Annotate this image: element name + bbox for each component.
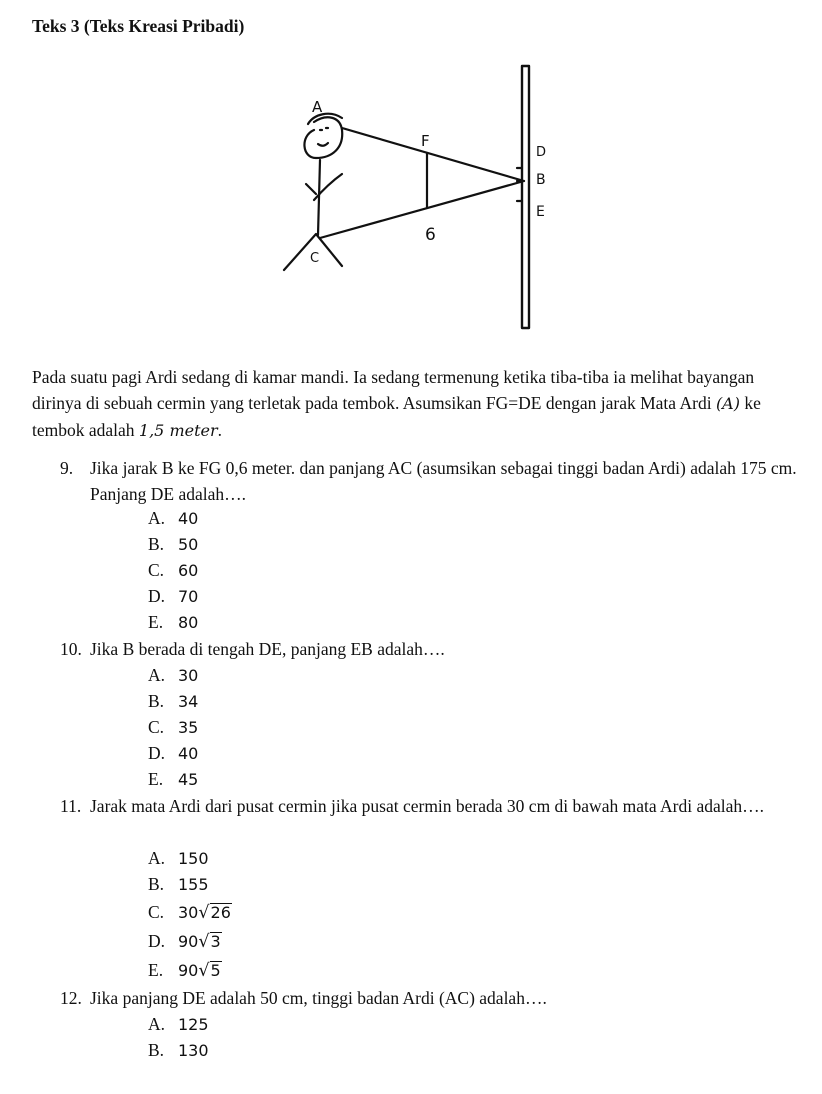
question-text: Jika jarak B ke FG 0,6 meter. dan panjang AC (asumsikan sebagai tinggi badan Ardi) adalah 175 cm. Panjang DE adalah…. xyxy=(90,458,797,504)
option-10b xyxy=(148,688,198,714)
stick-figure-head xyxy=(304,117,342,158)
option-letter: D. xyxy=(148,586,166,606)
option-letter: B. xyxy=(148,691,165,711)
option-value: 150 xyxy=(178,849,209,868)
option-letter: D. xyxy=(148,931,166,951)
option-11e xyxy=(148,957,222,983)
label-f: F xyxy=(421,132,430,150)
option-11a xyxy=(148,845,209,871)
label-c: C xyxy=(310,251,320,266)
option-letter: C. xyxy=(148,717,165,737)
question-9 xyxy=(60,455,800,507)
question-text: Jika panjang DE adalah 50 cm, tinggi badan Ardi (AC) adalah…. xyxy=(90,988,547,1008)
question-number: 11. xyxy=(60,796,82,816)
option-value: 125 xyxy=(178,1015,209,1034)
document-title: Teks 3 (Teks Kreasi Pribadi) xyxy=(32,16,245,36)
option-value: 50 xyxy=(178,535,199,554)
option-letter: C. xyxy=(148,560,165,580)
question-text: Jika B berada di tengah DE, panjang EB adalah…. xyxy=(90,639,445,659)
option-value: 35 xyxy=(178,718,199,737)
option-9e xyxy=(148,609,198,635)
option-9d xyxy=(148,583,198,609)
option-letter: B. xyxy=(148,874,165,894)
option-11b xyxy=(148,871,209,897)
stick-figure-body xyxy=(318,160,320,235)
option-value: 130 xyxy=(178,1041,209,1060)
option-letter: B. xyxy=(148,1040,165,1060)
sight-line-c-to-b xyxy=(320,181,524,238)
option-letter: A. xyxy=(148,1014,166,1034)
option-radicand: 26 xyxy=(210,903,231,922)
option-letter: E. xyxy=(148,612,164,632)
option-value: 40 xyxy=(178,509,199,528)
option-value: 30 xyxy=(178,666,199,685)
question-11 xyxy=(60,793,800,819)
option-radicand: 3 xyxy=(210,932,221,951)
paragraph-text-3: . xyxy=(217,420,222,440)
option-11c xyxy=(148,899,232,925)
option-letter: E. xyxy=(148,960,164,980)
question-12 xyxy=(60,985,800,1011)
option-value: 80 xyxy=(178,613,199,632)
question-number: 10. xyxy=(60,639,82,659)
option-value: 34 xyxy=(178,692,199,711)
option-10e xyxy=(148,766,198,792)
option-value: 60 xyxy=(178,561,199,580)
option-11d xyxy=(148,928,222,954)
stick-figure-arm-left xyxy=(306,184,316,194)
option-letter: A. xyxy=(148,665,166,685)
paragraph-math-a: (A) xyxy=(715,394,740,413)
option-letter: B. xyxy=(148,534,165,554)
option-9c xyxy=(148,557,198,583)
paragraph-text-2: ke tembok adalah xyxy=(32,393,761,440)
label-g: 6 xyxy=(425,225,436,245)
label-a: A xyxy=(312,98,323,116)
option-9a xyxy=(148,505,198,531)
question-text: Jarak mata Ardi dari pusat cermin jika pusat cermin berada 30 cm di bawah mata Ardi adalah…. xyxy=(90,796,764,816)
option-letter: C. xyxy=(148,902,165,922)
sqrt-symbol: √ xyxy=(198,932,210,952)
paragraph-math-distance: 1,5 meter xyxy=(138,421,218,440)
option-10d xyxy=(148,740,198,766)
story-paragraph xyxy=(32,364,802,444)
mirror-diagram xyxy=(270,60,560,335)
option-12a xyxy=(148,1011,209,1037)
option-value: 45 xyxy=(178,770,199,789)
option-letter: A. xyxy=(148,848,166,868)
option-letter: D. xyxy=(148,743,166,763)
question-number: 12. xyxy=(60,988,82,1008)
option-radicand: 5 xyxy=(210,961,221,980)
question-number: 9. xyxy=(60,458,74,478)
option-letter: E. xyxy=(148,769,164,789)
option-10a xyxy=(148,662,198,688)
option-coefficient: 90 xyxy=(178,932,199,951)
label-d: D xyxy=(536,145,547,160)
option-coefficient: 30 xyxy=(178,903,199,922)
option-value: 70 xyxy=(178,587,199,606)
label-b: B xyxy=(536,172,546,188)
wall-mirror xyxy=(522,66,529,328)
sqrt-symbol: √ xyxy=(198,903,210,923)
question-10 xyxy=(60,636,800,662)
option-9b xyxy=(148,531,198,557)
label-e: E xyxy=(536,204,545,220)
stick-figure-mouth xyxy=(318,143,328,146)
option-coefficient: 90 xyxy=(178,961,199,980)
paragraph-text-1: Pada suatu pagi Ardi sedang di kamar mandi. Ia sedang termenung ketika tiba-tiba ia melihat bayangan dirinya di sebuah cermin yang terletak pada tembok. Asumsikan FG=DE dengan jarak Mata Ardi xyxy=(32,367,755,413)
option-value: 40 xyxy=(178,744,199,763)
option-value: 155 xyxy=(178,875,209,894)
option-letter: A. xyxy=(148,508,166,528)
sqrt-symbol: √ xyxy=(198,961,210,981)
option-10c xyxy=(148,714,198,740)
sight-line-a-to-b xyxy=(342,128,524,181)
option-12b xyxy=(148,1037,209,1063)
